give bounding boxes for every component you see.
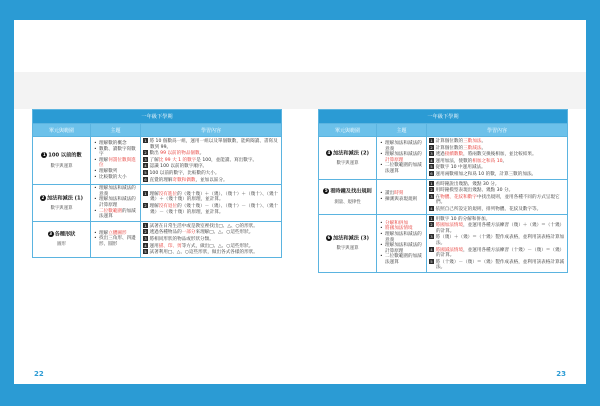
highlight-text: 接續數數 <box>444 152 464 158</box>
unit-name: 1 100 以前的數 <box>42 152 82 159</box>
item-number-badge: 6 <box>144 176 147 182</box>
header-band <box>300 72 586 109</box>
unit-cell <box>33 185 91 222</box>
topic-cell <box>91 221 141 257</box>
table-row <box>319 137 568 180</box>
topic-item: • 理解加法和減法的意義 <box>385 232 424 243</box>
item-number-badge: 1 <box>430 180 433 186</box>
item-number-badge: 2 <box>430 144 433 150</box>
term-title: 一年級下學期 <box>33 110 282 124</box>
content-item: 1 計算個位數的三數加法。 <box>430 138 487 144</box>
highlight-text: 奇數和偶數 <box>172 177 196 183</box>
highlight-text: 沒有退位 <box>158 203 178 209</box>
content-item: 5 將（十幾）－（幾）＝（幾）製作成表格，並利用該表格計算減法。 <box>430 258 565 271</box>
table-row <box>319 214 568 272</box>
item-number-badge: 6 <box>430 170 433 176</box>
table-row <box>33 185 282 222</box>
unit-area: 測量、規律性 <box>334 199 361 205</box>
content-cell <box>427 214 568 272</box>
column-header-topic: 主題 <box>377 124 427 137</box>
highlight-text: 三數減法 <box>463 145 482 151</box>
item-number-badge: 1 <box>144 138 147 143</box>
unit-number-badge: 4 <box>327 149 331 155</box>
item-number-badge: 2 <box>144 202 147 208</box>
content-cell <box>141 185 282 222</box>
content-item: 2 透過各種物品的一部分來理解□、△、○這些形狀。 <box>144 229 254 236</box>
content-item: 1 試著在日常生活中或是教室裡找出□、△、○的形狀。 <box>144 222 258 229</box>
highlight-text: 沒有進位 <box>158 191 178 197</box>
unit-name: 3 各種形狀 <box>49 230 76 238</box>
curriculum-table-right <box>318 109 568 273</box>
item-number-badge: 1 <box>430 138 433 143</box>
unit-number-badge: 6 <box>327 234 331 240</box>
topic-cell <box>91 185 141 222</box>
item-number-badge: 4 <box>430 246 433 252</box>
topic-item: • 理解加法和減法的意義 <box>385 141 424 152</box>
item-number-badge: 3 <box>430 151 433 157</box>
topic-cell <box>377 214 427 272</box>
item-number-badge: 5 <box>430 164 433 170</box>
item-number-badge: 3 <box>430 234 433 240</box>
page-number: 22 <box>34 370 44 378</box>
topic-cell <box>91 137 141 185</box>
highlight-text: 二位數範圍 <box>99 208 122 214</box>
content-item: 4 運用加法，使數的相加之和爲 10。 <box>430 157 508 164</box>
curriculum-table-left <box>32 109 282 258</box>
highlight-text: 計算原理 <box>385 157 404 163</box>
topic-item: • 數數、讀數字寫數字 <box>99 147 138 158</box>
highlight-text: 描、印、剪 <box>158 243 182 249</box>
unit-number-badge: 3 <box>49 230 52 236</box>
content-cell <box>141 137 282 185</box>
right-page <box>300 20 586 384</box>
topic-item: • 二位數範圍的加減法運算 <box>385 163 424 174</box>
unit-name: 6 加法和減法 (3) <box>327 234 370 242</box>
topic-item: • 理解數列 <box>99 169 138 175</box>
content-item: 6 運用兩數相加之和爲 10 的數，計算三數的加法。 <box>430 170 537 177</box>
content-item: 5 100 以前的數字，比較數的大小。 <box>144 169 220 176</box>
column-header-unit: 單元與範圍 <box>319 124 377 137</box>
topic-item: • 理解數的概念 <box>99 141 138 147</box>
topic-cell <box>377 179 427 214</box>
unit-name: 5 看時鐘及找出規則 <box>324 188 372 195</box>
content-cell <box>427 137 568 180</box>
highlight-text: 將國加法情境 <box>385 226 413 232</box>
highlight-text: 時刻 <box>394 190 404 196</box>
item-number-badge: 1 <box>144 190 147 196</box>
highlight-text: 99 以前的物品個數 <box>160 151 200 157</box>
topic-item: • 理解何謂位數與進位 <box>99 158 138 169</box>
unit-number-badge: 5 <box>324 188 328 194</box>
unit-area: 數字與運算 <box>50 206 73 212</box>
topic-item: • 揀測與表現規則 <box>385 197 424 203</box>
unit-number-badge: 2 <box>41 194 45 200</box>
topic-item: • 二位數範圍的加減法運算 <box>385 254 424 265</box>
header-band <box>14 72 300 109</box>
unit-name: 4 加法和減法 (2) <box>327 149 370 157</box>
content-item: 2 將國加法情境，並運用各種方法練習（幾）＋（幾）＝（十幾）的計算。 <box>430 222 565 234</box>
item-number-badge: 1 <box>144 222 147 228</box>
highlight-text: 將國加法情境 <box>435 223 464 229</box>
unit-cell <box>319 179 377 214</box>
content-cell <box>427 179 568 214</box>
unit-area: 數字與運算 <box>336 161 359 167</box>
item-number-badge: 1 <box>430 215 433 221</box>
content-item: 2 用時鐘模型表現出幾點、幾點 30 分。 <box>430 187 514 194</box>
content-item: 3 在物體、花紋和數字中找出規則，並用各種不同的方式呈現它們。 <box>430 193 560 206</box>
unit-number-badge: 1 <box>42 152 46 158</box>
table-row <box>33 137 282 185</box>
unit-cell <box>319 137 377 180</box>
topic-item: • 找出三角形、四邊形、圓形 <box>99 236 138 247</box>
topic-cell <box>377 137 427 180</box>
topic-item: • 理解加法和減法的意義 <box>99 186 138 197</box>
item-number-badge: 2 <box>144 150 147 156</box>
highlight-text: 物體、花紋和數字 <box>440 194 477 200</box>
content-item: 4 運用描、印、剪等方式，做出□、△、○這些形狀。 <box>144 242 254 249</box>
left-page <box>14 20 300 384</box>
topic-item: • 理解加法和減法的計算原理 <box>385 243 424 254</box>
topic-item: • 理解立體圖形 <box>99 231 138 237</box>
content-item: 3 透過接續數數，將兩數交換後相加，並比較結果。 <box>430 151 537 158</box>
content-item: 3 了解比 99 大 1 的數字是 100，並能讀、寫出數字。 <box>144 156 258 163</box>
item-number-badge: 2 <box>430 187 433 193</box>
topic-item: • 比較數的大小 <box>99 175 138 181</box>
highlight-text: 將國減法情境 <box>435 247 464 253</box>
unit-cell <box>319 214 377 272</box>
column-header-topic: 主題 <box>91 124 141 137</box>
page-number: 23 <box>556 370 566 378</box>
item-number-badge: 5 <box>144 169 147 175</box>
item-number-badge: 3 <box>144 156 147 162</box>
highlight-text: 三數加法 <box>463 139 482 144</box>
item-number-badge: 4 <box>144 163 147 169</box>
content-item: 4 依照自己所設定的規則，排列物體、花紋及數字等。 <box>430 205 542 212</box>
topic-item: • 二位數範圍的加減法運算 <box>99 209 138 220</box>
topic-item: • 理解加法和減法的計算原理 <box>99 197 138 208</box>
unit-area: 圖形 <box>57 242 66 248</box>
topic-item: • 理解加法和減法的計算原理 <box>385 152 424 163</box>
highlight-text: 何謂位數與進位 <box>99 157 136 169</box>
highlight-text: 分解和併加 <box>385 220 408 226</box>
unit-area: 數字與運算 <box>336 246 359 252</box>
item-number-badge: 5 <box>144 249 147 255</box>
item-number-badge: 5 <box>430 258 433 264</box>
item-number-badge: 2 <box>144 229 147 235</box>
content-item: 2 計算個位數的三數減法。 <box>430 144 487 151</box>
item-number-badge: 2 <box>430 222 433 228</box>
unit-cell <box>33 221 91 257</box>
content-item: 1 用數字 10 的分解和併加。 <box>430 215 491 222</box>
highlight-text: 相加之和爲 10 <box>472 158 503 164</box>
unit-cell <box>33 137 91 185</box>
content-item: 1 將 10 個數爲一組，運用一組以及單個數數，能夠閱讀、書寫及數到 99。 <box>144 138 278 150</box>
content-item: 4 將國減法情境，並運用各種方法練習（十幾）－（幾）＝（幾）的計算。 <box>430 246 565 259</box>
item-number-badge: 4 <box>430 205 433 211</box>
item-number-badge: 4 <box>430 157 433 163</box>
table-row <box>33 221 282 257</box>
content-item: 2 理解沒有退位的（幾十幾）－（幾）、（幾十）－（幾十）、（幾十幾）－（幾十幾）的原理，並計算。 <box>144 202 279 215</box>
term-title: 一年級下學期 <box>319 110 568 124</box>
highlight-text: 立體圖形 <box>108 230 127 236</box>
content-cell <box>141 221 282 257</box>
content-item: 3 將（幾）＋（幾）＝（十幾）製作成表格，並利用該表格計算加法。 <box>430 234 565 246</box>
item-number-badge: 4 <box>144 242 147 248</box>
highlight-text: 一部分 <box>181 230 196 236</box>
highlight-text: 比 99 大 1 的數字 <box>158 157 197 163</box>
column-header-content: 學習內容 <box>427 124 568 137</box>
content-item: 4 認識 100 以前的數字順序。 <box>144 163 208 170</box>
content-item: 5 從數字 10 中運用減法。 <box>430 164 486 171</box>
content-item: 3 將相同形狀的物品或形狀分類。 <box>144 235 214 242</box>
unit-area: 數字與運算 <box>50 163 73 169</box>
unit-name: 2 加法和減法 (1) <box>41 194 84 202</box>
column-header-unit: 單元與範圍 <box>33 124 91 137</box>
table-row <box>319 179 568 214</box>
topic-item: • 讀出時刻 <box>385 191 424 197</box>
content-item: 2 數出 99 以前的物品個數。 <box>144 150 205 157</box>
item-number-badge: 3 <box>144 235 147 241</box>
content-item: 5 試著利用□、△、○這些形狀，做出各式各樣的形狀。 <box>144 249 258 256</box>
content-item: 6 直覺的理解奇數和偶數，並加以區分。 <box>144 176 228 183</box>
content-item: 1 看時鐘說出幾點、幾點 30 分。 <box>430 180 500 187</box>
content-item: 1 理解沒有進位的（幾十幾）＋（幾）、（幾十）＋（幾十）、（幾十幾）＋（幾十幾）的原理，並計算。 <box>144 190 279 203</box>
item-number-badge: 3 <box>430 193 433 199</box>
column-header-content: 學習內容 <box>141 124 282 137</box>
